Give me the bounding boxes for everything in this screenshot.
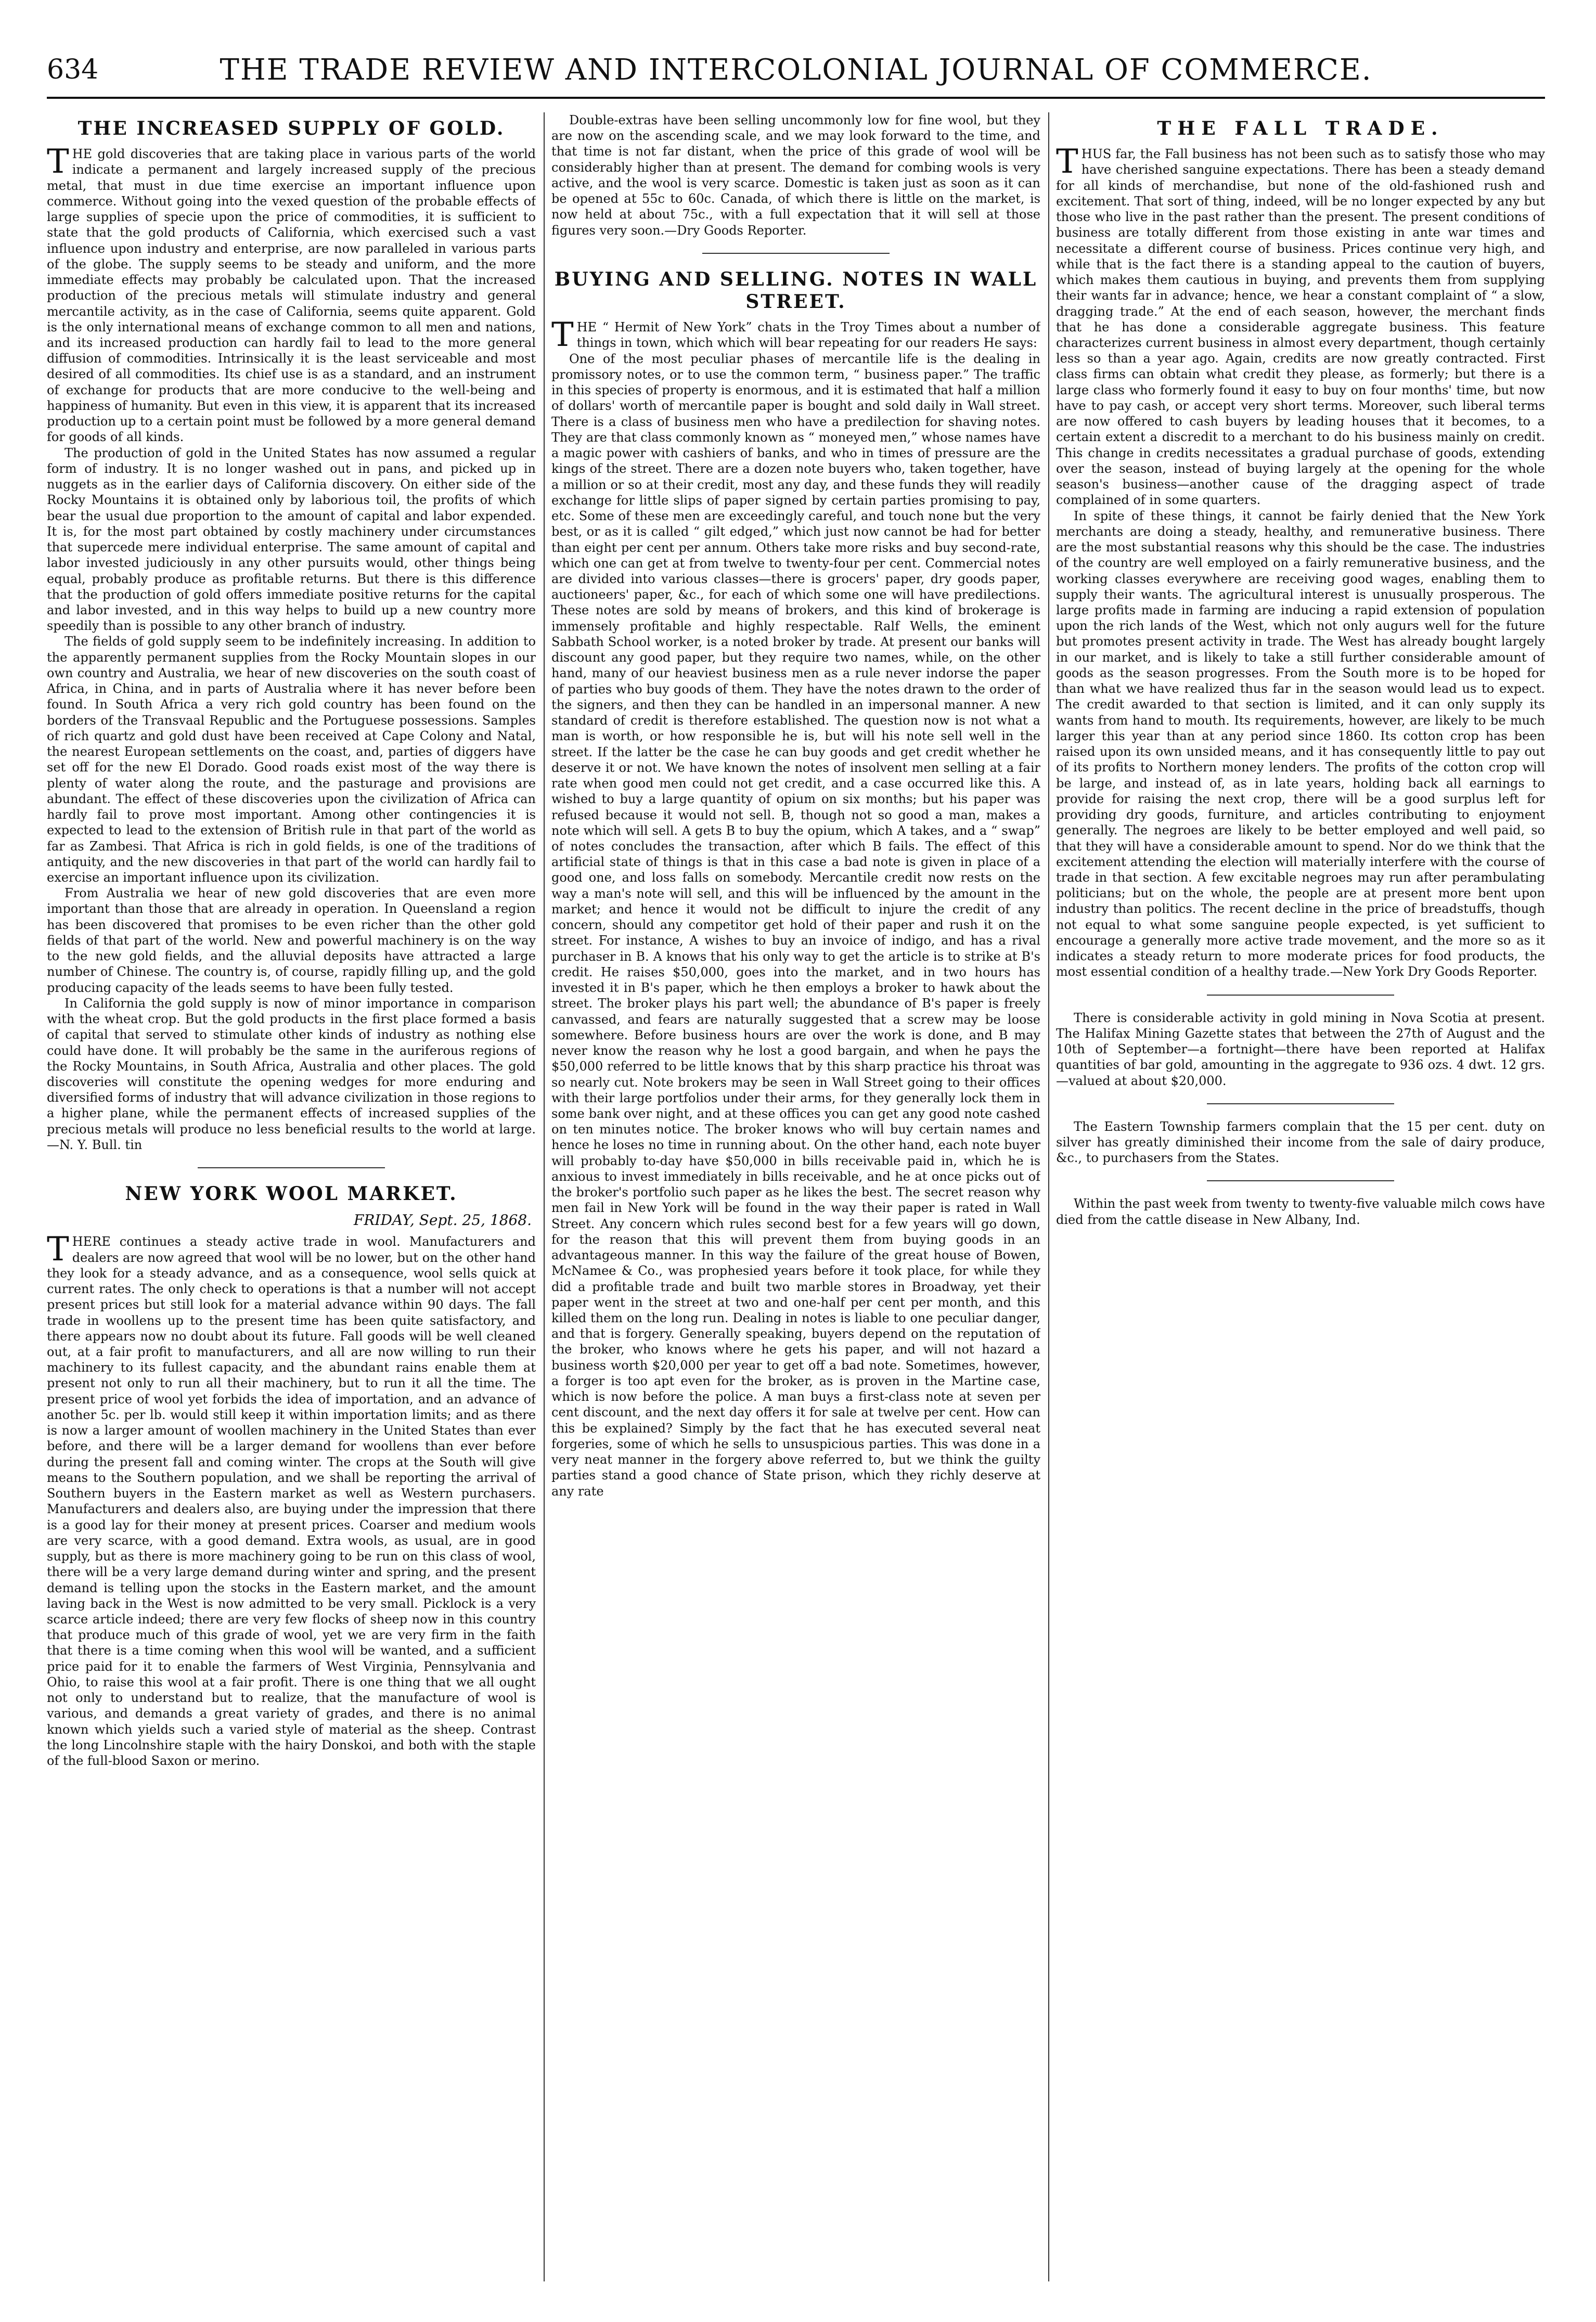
article-paragraph: THE gold discoveries that are taking place in various parts of the world indicate a permanent and largely increased supply of the precious metal, that must in due time exercise an important influence upon commerce. Without going into the vexed question of the probable effects of large supplies of specie upon the price of commodities, it is sufficient to state that the gold products of California, which exercised such a vast influence upon industry and enterprise, are now paralleled in various parts of the globe. The supply seems to be steady and uniform, and the more immediate effects may probably be calculated upon. That the increased production of the precious metals will stimulate industry and general mercantile activity, as in the case of California, seems quite apparent. Gold is the only international means of exchange common to all men and nations, and its increased production can hardly fail to lead to the more general diffusion of commodities. Intrinsically it is the least serviceable and most desired of all commodities. Its chief use is as a standard, and an instrument of exchange for products that are more conducive to the well-being and happiness of humanity. But even in this view, it is apparent that its increased production up to a certain point must be followed by a more general demand for goods of all kinds. [47,143,536,445]
column-divider [1048,112,1049,2281]
page-number: 634 [47,54,99,85]
article-milch-cows [1056,1196,1545,1227]
article-paragraph: From Australia we hear of new gold discoveries that are even more important than those that are already in operation. In Queensland a region has been discovered that promises to be even richer than the other gold fields of that part of the world. New and powerful machinery is on the way to the new gold fields, and the alluvial deposits have attracted a large number of Chinese. The country is, of course, rapidly filling up, and the gold producing capacity of the leads seems to have been fully tested. [47,886,536,995]
article-paragraph: The fields of gold supply seem to be indefinitely increasing. In addition to the apparently permanent supplies from the Rocky Mountain slopes in our own country and Australia, we hear of new discoveries on the south coast of Africa, in China, and in parts of Australia where it has never before been found. In South Africa a very rich gold country has been found on the borders of the Transvaal Republic and the Portuguese possessions. Samples of rich quartz and gold dust have been received at Cape Colony and Natal, the nearest European settlements on the coast, and, parties of diggers have set off for the new El Dorado. Good roads exist most of the way there is plenty of water along the route, and the pasturage and provisions are abundant. The effect of these discoveries upon the civilization of Africa can hardly fail to prove most important. Among other contingencies it is expected to lead to the extension of British rule in that part of the world as far as Zambesi. That Africa is rich in gold fields, is one of the traditions of antiquity, and the new discoveries in that part of the world can hardly fail to exercise an important influence upon its civilization. [47,634,536,885]
article-paragraph: The Eastern Township farmers complain that the 15 per cent. duty on silver has greatly diminished their income from the sale of dairy produce, &c., to purchasers from the States. [1056,1119,1545,1166]
article-paragraph: One of the most peculiar phases of mercantile life is the dealing in promissory notes, or to use the common term, “ business paper.” The traffic in this species of property is enormous, and it is estimated that half a million of dollars' worth of mercantile paper is bought and sold daily in Wall street. There is a class of business men who have a predilection for shaving notes. They are that class commonly known as “ moneyed men,” whose names have a magic power with cashiers of banks, and who in times of pressure are the kings of the street. There are a dozen note buyers who, taken together, have a million or so at their credit, most any day, and these funds they will readily exchange for little slips of paper signed by certain parties promising to pay, etc. Some of these men are exceedingly careful, and touch none but the very best, or as it is called “ gilt edged,” which just now cannot be had for better than eight per cent per annum. Others take more risks and buy second-rate, which one can get at from twelve to twenty-four per cent. Commercial notes are divided into various classes—there is grocers' paper, dry goods paper, auctioneers' paper, &c., for each of which some one will have predilections. These notes are sold by means of brokers, and this kind of brokerage is immensely profitable and highly respectable. Ralf Wells, the eminent Sabbath School worker, is a noted broker by trade. At present our banks will discount any good paper, but they require two names, while, on the other hand, many of our heaviest business men as a rule never indorse the paper of parties who buy goods of them. They have the notes drawn to the order of the signers, and then they can be handled in an impersonal manner. A new standard of credit is therefore established. The question now is not what a man is worth, or how responsible he is, but will his note sell well in the street. If the latter be the case he can buy goods and get credit whether he deserve it or not. We have known the notes of insolvent men selling at a fair rate when good men could not get credit, and a case occurred like this. A wished to buy a large quantity of opium on six months; but his paper was refused because it would not sell. B, though not so good a man, makes a note which will sell. A gets B to buy the opium, which A takes, and a “ swap” of notes concludes the transaction, after which B fails. The effect of this artificial state of things is that in this case a bad note is given in place of a good one, and loss falls on somebody. Mercantile credit now rests on the way a man's note will sell, and this will be influenced by the amount in the market; and hence it would not be difficult to injure the credit of any concern, should any competitor get hold of their paper and rush it on the street. For instance, A wishes to buy an invoice of indigo, and has a rival purchaser in B. A knows that his only way to get the article is to strike at B's credit. He raises $50,000, goes into the market, and in two hours has invested it in B's paper, which he then employs a broker to hawk about the street. The broker plays his part well; the abundance of B's paper is freely canvassed, and fears are naturally suggested that a screw may be loose somewhere. Before business hours are over the work is done, and B may never know the reason why he lost a good bargain, and when he pays the $50,000 referred to be little knows that by this sharp practice his throat was so nearly cut. Note brokers may be seen in Wall Street going to their offices with their large portfolios under their arms, for they generally lock them in some bank over night, and at these offices you can get any good note cashed on ten minutes notice. The broker knows who will buy certain names and hence he loses no time in running about. On the other hand, each note buyer will probably to-day have $50,000 in bills receivable paid in, which he is anxious to invest immediately in bills receivable, and he at once picks out of the broker's portfolio such paper as he likes the best. The secret reason why men fail in New York will be found in the way their paper is rated in Wall Street. Any concern which rules second best for a few years will go down, for the reason that this will prevent them from buying goods in an advantageous manner. In this way the failure of the great house of Bowen, McNamee & Co., was prophesied years before it took place, for while they did a profitable trade and built two marble stores in Broadway, yet their paper went in the street at two and one-half per cent per month, and this killed them on the long run. Dealing in notes is liable to one peculiar danger, and that is forgery. Generally speaking, buyers depend on the reputation of the broker, who knows where he gets his paper, and will not hazard a business worth $20,000 per year to get off a bad note. Sometimes, however, a forger is too apt even for the broker, as is proven in the Martine case, which is now before the police. A man buys a first-class note at seven per cent discount, and the next day offers it for sale at twelve per cent. How can this be explained? Simply by the fact that he has executed several neat forgeries, some of which he sells to unsuspicious parties. This was done in a very neat manner in the forgery above referred to, but we think the guilty parties stand a good chance of State prison, which they richly deserve at any rate [551,351,1040,1499]
article-paragraph: Within the past week from twenty to twenty-five valuable milch cows have died from the cattle disease in New Albany, Ind. [1056,1196,1545,1227]
article-separator [1207,1180,1394,1181]
article-separator [702,253,890,254]
article-wool-market [47,1183,536,1769]
article-separator [1207,1103,1394,1104]
article-buying-selling [551,268,1040,1499]
article-paragraph: THUS far, the Fall business has not been such as to satisfy those who may have cherished sanguine expectations. There has been a steady demand for all kinds of merchandise, but none of the old-fashioned rush and excitement. That sort of thing, indeed, will be no longer expected by any but those who live in the past rather than the present. The present conditions of business are totally different from those existing in ante war times and necessitate a different course of business. Prices continue very high, and while that is the fact there is a standing appeal to the caution of buyers, which makes them cautious in buying, and prevents them from supplying their wants far in advance; hence, we hear a constant complaint of “ a slow, dragging trade.” At the end of each season, however, the merchant finds that he has done a considerable aggregate business. This feature characterizes current business in almost every department, though certainly less so than a year ago. Again, credits are now greatly contracted. First class firms can obtain what credit they please, as formerly; but there is a large class who formerly found it easy to buy on four months' time, but now have to pay cash, or accept very short terms. Moreover, such liberal terms are now offered to cash buyers by leading houses that it becomes, to a certain extent a discredit to a merchant to do his business mainly on credit. This change in credits necessitates a gradual purchase of goods, extending over the season, instead of buying largely at the opening for the whole season's business—another cause of the dragging aspect of trade complained of in some quarters. [1056,143,1545,508]
article-separator [198,1167,385,1168]
article-fall-trade [1056,118,1545,980]
column-1 [47,112,536,2281]
column-3 [1056,112,1545,2281]
article-title: BUYING AND SELLING. NOTES IN WALL STREET. [554,268,1038,313]
article-wool-market-continued [551,112,1040,238]
article-dateline: FRIDAY, Sept. 25, 1868. [353,1211,532,1229]
article-paragraph: The production of gold in the United States has now assumed a regular form of industry. It is no longer washed out in pans, and picked up in nuggets as in the earlier days of California discovery. On either side of the Rocky Mountains it is obtained only by laborious toil, the profits of which bear the usual due proportion to the amount of capital and labor expended. It is, for the most part obtained by costly machinery under circumstances that supercede mere individual enterprise. The same amount of capital and labor invested judiciously in any other pursuits would, other things being equal, probably produce as profitable returns. But there is this difference that the production of gold offers immediate positive returns for the capital and labor invested, and in this way helps to build up a new country more speedily than is possible to any other branch of industry. [47,445,536,634]
page-header [47,50,1545,99]
article-paragraph: In spite of these things, it cannot be fairly denied that the New York merchants are doing a steady, healthy, and remunerative business. There are the most substantial reasons why this should be the case. The industries of the country are well employed on a fairly remunerative business, and the working classes everywhere are receiving good wages, enabling them to supply their wants. The agricultural interest is unusually prosperous. The large profits made in farming are inducing a rapid extension of population upon the rich lands of the West, which not only augurs well for the future but promotes present activity in trade. The West has already bought largely in our market, and is likely to take a still further considerable amount of goods as the season progresses. From the South more is to be hoped for than what we have realized thus far in the season would lead us to expect. The credit awarded to that section is limited, and it can only supply its wants from hand to mouth. Its requirements, however, are likely to be much larger this year than at any period since 1860. Its cotton crop has been raised upon its own unsided means, and it has consequently little to pay out of its profits to Northern money lenders. The profits of the cotton crop will be large, and instead of, as in late years, holding back all earnings to provide for raising the next crop, there will be a good surplus left for providing dry goods, furniture, and articles contributing to enjoyment generally. The negroes are likely to be better employed and well paid, so that they will have a considerable amount to spend. Nor do we think that the excitement attending the election will materially interfere with the course of trade in that section. A few excitable negroes may run after perambulating politicians; but on the whole, the people are at present more bent upon industry than politics. The recent decline in the price of breadstuffs, though not equal to what some sanguine people expected, is yet sufficient to encourage a generally more active trade movement, and the more so as it indicates a steady return to more moderate prices for food products, the most essential condition of a healthy trade.—New York Dry Goods Reporter. [1056,508,1545,979]
journal-title: THE TRADE REVIEW AND INTERCOLONIAL JOURNAL OF COMMERCE. [220,53,1372,87]
article-paragraph: THE “ Hermit of New York” chats in the Troy Times about a number of things in town, which which will bear repeating for our readers He says: [551,316,1040,355]
column-divider [544,112,545,2281]
article-eastern-townships [1056,1119,1545,1166]
article-nova-scotia-gold [1056,1010,1545,1089]
article-title: THE INCREASED SUPPLY OF GOLD. [78,118,505,139]
article-title: THE FALL TRADE. [1157,118,1444,139]
article-separator [1207,995,1394,996]
article-title: NEW YORK WOOL MARKET. [125,1183,458,1205]
article-paragraph: There is considerable activity in gold mining in Nova Scotia at present. The Halifax Mining Gazette states that between the 27th of August and the 10th of September—a fortnight—there have been reported at Halifax quantities of bar gold, amounting in the aggregate to 936 ozs. 4 dwt. 12 grs.—valued at about $20,000. [1056,1010,1545,1088]
column-2 [551,112,1040,2281]
article-columns [47,112,1545,2287]
article-gold-supply [47,118,536,1153]
article-paragraph: THERE continues a steady active trade in wool. Manufacturers and dealers are now agreed that wool will be no lower, but on the other hand they look for a steady advance, and as a consequence, wool sells quick at current rates. The only check to operations is that a number will not accept present prices but still look for a material advance within 90 days. The fall trade in woollens up to the present time has been quite satisfactory, and there appears now no doubt about its future. Fall goods will be well cleaned out, at a fair profit to manufacturers, and all are now willing to run their machinery to its fullest capacity, and the abundant rains enable them at present not only to run all their machinery, but to run it all the time. The present price of wool yet forbids the idea of importation, and an advance of another 5c. per lb. would still keep it within importation limits; and as there is now a larger amount of woollen machinery in the United States than ever before, and there will be a larger demand for woollens than ever before during the present fall and coming winter. The crops at the South will give means to the Southern population, and we shall be reporting the arrival of Southern buyers in the Eastern market as well as Western purchasers. Manufacturers and dealers also, are buying under the impression that there is a good lay for their money at present prices. Coarser and medium wools are very scarce, with a good demand. Extra wools, as usual, are in good supply, but as there is more machinery going to be run on this class of wool, there will be a very large demand during winter and spring, and the present demand is telling upon the stocks in the Eastern market, and the amount laving back in the West is now admitted to be very small. Picklock is a very scarce article indeed; there are very few flocks of sheep now in this country that produce much of this grade of wool, yet we are very firm in the faith that there is a time coming when this wool will be wanted, and a sufficient price paid for it to enable the farmers of West Virginia, Pennsylvania and Ohio, to raise this wool at a fair profit. There is one thing that we all ought not only to understand but to realize, that the manufacture of wool is various, and demands a great variety of grades, and there is no animal known which yields such a varied style of material as the sheep. Contrast the long Lincolnshire staple with the hairy Donskoi, and both with the staple of the full-blood Saxon or merino. [47,1230,536,1769]
article-paragraph: In California the gold supply is now of minor importance in comparison with the wheat crop. But the gold products in the first place formed a basis of capital that served to stimulate other kinds of industry as nothing else could have done. It will probably be the same in the auriferous regions of the Rocky Mountains, in South Africa, Australia and other places. The gold discoveries will constitute the opening wedges for more enduring and diversified forms of industry that will advance civilization in those regions to a higher plane, while the permanent effects of increased supplies of the precious metals will produce no less beneficial results to the world at large.—N. Y. Bull. tin [47,996,536,1152]
article-paragraph: Double-extras have been selling uncommonly low for fine wool, but they are now on the ascending scale, and we may look forward to the time, and that time is not far distant, when the price of this grade of wool will be considerably higher than at present. The demand for combing wools is very active, and the wool is very scarce. Domestic is taken just as soon as it can be opened at 55c to 60c. Canada, of which there is little on the market, is now held at about 75c., with a full expectation that it will sell at those figures very soon.—Dry Goods Reporter. [551,113,1040,238]
newspaper-page [47,50,1545,2287]
